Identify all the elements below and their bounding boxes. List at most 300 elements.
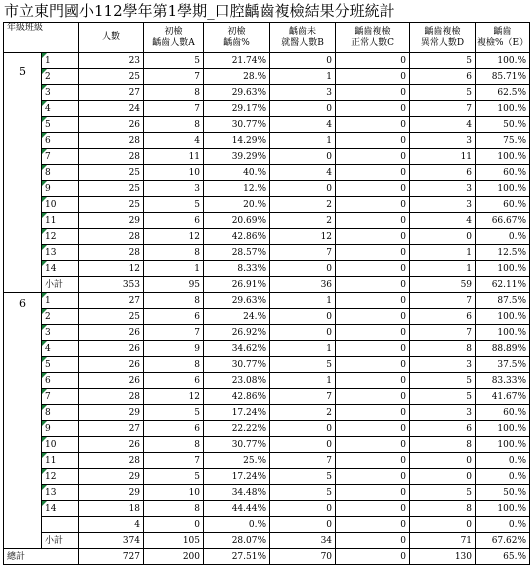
value-cell: 59: [410, 277, 476, 293]
value-cell: 0: [336, 309, 410, 325]
value-cell: 8: [410, 437, 476, 453]
value-cell: 12.5%: [476, 245, 530, 261]
value-cell: 28: [79, 229, 144, 245]
value-cell: 100.%: [476, 261, 530, 277]
value-cell: 7: [270, 389, 336, 405]
value-cell: 11: [144, 149, 204, 165]
total-row: [4, 549, 530, 565]
table-row: [4, 341, 530, 357]
value-cell: 50.%: [476, 117, 530, 133]
value-cell: 105: [144, 533, 204, 549]
value-cell: 100.%: [476, 325, 530, 341]
value-cell: 0: [336, 165, 410, 181]
cell-marker-icon: [42, 165, 47, 170]
value-cell: 8: [144, 117, 204, 133]
value-cell: 0: [336, 469, 410, 485]
value-cell: 87.5%: [476, 293, 530, 309]
value-cell: 2: [270, 197, 336, 213]
class-cell: [42, 69, 79, 85]
class-cell: [42, 117, 79, 133]
table-row: [4, 485, 530, 501]
value-cell: 23.08%: [204, 373, 270, 389]
class-cell: [42, 469, 79, 485]
value-cell: 6: [144, 421, 204, 437]
class-label: 8: [45, 167, 51, 178]
value-cell: 0.%: [476, 517, 530, 533]
class-cell: [42, 389, 79, 405]
table-row: [4, 469, 530, 485]
value-cell: 0: [410, 517, 476, 533]
value-cell: 6: [144, 213, 204, 229]
class-label: 10: [45, 439, 57, 450]
value-cell: 7: [144, 101, 204, 117]
value-cell: 12: [144, 229, 204, 245]
value-cell: 4: [270, 117, 336, 133]
cell-marker-icon: [42, 149, 47, 154]
value-cell: 25: [79, 309, 144, 325]
cell-marker-icon: [42, 197, 47, 202]
value-cell: 0: [270, 101, 336, 117]
value-cell: 95: [144, 277, 204, 293]
value-cell: 26.91%: [204, 277, 270, 293]
column-header: 初檢 齲齒%: [204, 23, 270, 53]
class-label: 5: [45, 119, 51, 130]
value-cell: 0: [336, 261, 410, 277]
cell-marker-icon: [42, 437, 47, 442]
class-label: 7: [45, 151, 51, 162]
class-cell: [42, 181, 79, 197]
column-header: 齲齒複檢 正常人數C: [336, 23, 410, 53]
value-cell: 30.77%: [204, 357, 270, 373]
value-cell: 100.%: [476, 437, 530, 453]
class-cell: [42, 357, 79, 373]
value-cell: 5: [270, 469, 336, 485]
table-row: [4, 197, 530, 213]
page-title: 市立東門國小112學年第1學期_口腔齲齒複檢結果分班統計: [4, 2, 395, 20]
table-row: [4, 405, 530, 421]
value-cell: 4: [79, 517, 144, 533]
table-row: [4, 453, 530, 469]
class-cell: [42, 485, 79, 501]
value-cell: 5: [410, 373, 476, 389]
value-cell: 28: [79, 133, 144, 149]
value-cell: 0: [336, 149, 410, 165]
class-cell: [42, 213, 79, 229]
value-cell: 8: [410, 341, 476, 357]
cell-marker-icon: [42, 309, 47, 314]
value-cell: 0: [410, 229, 476, 245]
value-cell: 727: [79, 549, 144, 565]
value-cell: 2: [270, 405, 336, 421]
table-row: [4, 277, 530, 293]
class-cell: [42, 245, 79, 261]
value-cell: 0: [270, 517, 336, 533]
value-cell: 17.24%: [204, 405, 270, 421]
value-cell: 3: [144, 181, 204, 197]
value-cell: 28: [79, 149, 144, 165]
value-cell: 0: [144, 517, 204, 533]
class-label: 5: [45, 359, 51, 370]
total-label: 總計: [4, 549, 79, 565]
value-cell: 200: [144, 549, 204, 565]
value-cell: 100.%: [476, 309, 530, 325]
value-cell: 25.%: [204, 453, 270, 469]
value-cell: 8.33%: [204, 261, 270, 277]
value-cell: 8: [144, 293, 204, 309]
class-label: 6: [45, 375, 51, 386]
value-cell: 0: [336, 117, 410, 133]
value-cell: 3: [410, 357, 476, 373]
value-cell: 41.67%: [476, 389, 530, 405]
value-cell: 8: [144, 501, 204, 517]
value-cell: 14.29%: [204, 133, 270, 149]
class-cell: [42, 501, 79, 517]
value-cell: 0: [270, 501, 336, 517]
class-label: 13: [45, 487, 57, 498]
value-cell: 40.%: [204, 165, 270, 181]
value-cell: 1: [270, 69, 336, 85]
value-cell: 30.77%: [204, 117, 270, 133]
class-label: 14: [45, 263, 57, 274]
value-cell: 100.%: [476, 101, 530, 117]
value-cell: 5: [410, 53, 476, 69]
value-cell: 83.33%: [476, 373, 530, 389]
value-cell: 8: [144, 357, 204, 373]
value-cell: 353: [79, 277, 144, 293]
value-cell: 70: [270, 549, 336, 565]
value-cell: 42.86%: [204, 229, 270, 245]
table-row: [4, 421, 530, 437]
value-cell: 9: [144, 341, 204, 357]
table-row: [4, 309, 530, 325]
value-cell: 0: [410, 453, 476, 469]
value-cell: 100.%: [476, 53, 530, 69]
value-cell: 3: [270, 85, 336, 101]
class-cell: [42, 437, 79, 453]
cell-marker-icon: [42, 101, 47, 106]
class-cell: [42, 165, 79, 181]
value-cell: 0: [336, 357, 410, 373]
value-cell: 0: [336, 517, 410, 533]
value-cell: 66.67%: [476, 213, 530, 229]
value-cell: 8: [144, 85, 204, 101]
class-label: 11: [45, 215, 57, 226]
value-cell: 26: [79, 325, 144, 341]
value-cell: 0: [336, 181, 410, 197]
value-cell: 20.%: [204, 197, 270, 213]
column-header: 齲齒未 就醫人數B: [270, 23, 336, 53]
value-cell: 29.63%: [204, 293, 270, 309]
value-cell: 29: [79, 485, 144, 501]
value-cell: 17.24%: [204, 469, 270, 485]
class-label: 10: [45, 199, 57, 210]
value-cell: 5: [144, 405, 204, 421]
class-cell: [42, 533, 79, 549]
value-cell: 29.17%: [204, 101, 270, 117]
value-cell: 1: [270, 373, 336, 389]
value-cell: 6: [144, 373, 204, 389]
value-cell: 130: [410, 549, 476, 565]
value-cell: 0: [336, 373, 410, 389]
value-cell: 26: [79, 373, 144, 389]
cell-marker-icon: [42, 133, 47, 138]
value-cell: 5: [144, 53, 204, 69]
value-cell: 5: [410, 389, 476, 405]
value-cell: 62.11%: [476, 277, 530, 293]
value-cell: 24: [79, 101, 144, 117]
cell-marker-icon: [42, 421, 47, 426]
table-body: [4, 53, 530, 565]
cell-marker-icon: [42, 469, 47, 474]
value-cell: 10: [144, 165, 204, 181]
value-cell: 0: [270, 53, 336, 69]
cell-marker-icon: [42, 485, 47, 490]
class-cell: [42, 421, 79, 437]
class-label: 11: [45, 455, 57, 466]
value-cell: 25: [79, 197, 144, 213]
value-cell: 30.77%: [204, 437, 270, 453]
class-label: 8: [45, 407, 51, 418]
cell-marker-icon: [42, 357, 47, 362]
value-cell: 26: [79, 357, 144, 373]
value-cell: 37.5%: [476, 357, 530, 373]
value-cell: 26: [79, 117, 144, 133]
value-cell: 36: [270, 277, 336, 293]
value-cell: 42.86%: [204, 389, 270, 405]
value-cell: 1: [144, 261, 204, 277]
class-cell: [42, 277, 79, 293]
value-cell: 0: [270, 149, 336, 165]
class-cell: [42, 453, 79, 469]
value-cell: 28.07%: [204, 533, 270, 549]
value-cell: 0: [270, 325, 336, 341]
value-cell: 0: [336, 437, 410, 453]
value-cell: 7: [410, 293, 476, 309]
value-cell: 0: [336, 245, 410, 261]
class-label: 2: [45, 71, 51, 82]
value-cell: 4: [410, 117, 476, 133]
value-cell: 26: [79, 437, 144, 453]
value-cell: 25: [79, 165, 144, 181]
value-cell: 0: [270, 261, 336, 277]
value-cell: 0: [336, 101, 410, 117]
class-cell: [42, 149, 79, 165]
cell-marker-icon: [42, 405, 47, 410]
value-cell: 8: [410, 501, 476, 517]
value-cell: 6: [410, 309, 476, 325]
class-label: 9: [45, 423, 51, 434]
cell-marker-icon: [42, 261, 47, 266]
table-row: [4, 501, 530, 517]
value-cell: 10: [144, 485, 204, 501]
statistics-table: [3, 22, 530, 565]
table-row: [4, 533, 530, 549]
value-cell: 20.69%: [204, 213, 270, 229]
cell-marker-icon: [42, 229, 47, 234]
class-label: 1: [45, 55, 51, 66]
value-cell: 0: [336, 85, 410, 101]
value-cell: 0: [336, 501, 410, 517]
class-cell: [42, 341, 79, 357]
grade-cell: 6: [4, 293, 42, 549]
value-cell: 25: [79, 181, 144, 197]
grade-cell: 5: [4, 53, 42, 293]
cell-marker-icon: [42, 325, 47, 330]
table-header: [4, 23, 530, 53]
value-cell: 0.%: [204, 517, 270, 533]
class-label: 12: [45, 471, 57, 482]
value-cell: 6: [410, 69, 476, 85]
value-cell: 5: [270, 485, 336, 501]
class-cell: [42, 133, 79, 149]
column-header: 人數: [79, 23, 144, 53]
value-cell: 7: [410, 325, 476, 341]
value-cell: 60.%: [476, 197, 530, 213]
class-label: 12: [45, 231, 57, 242]
cell-marker-icon: [42, 501, 47, 506]
value-cell: 0: [336, 69, 410, 85]
value-cell: 27.51%: [204, 549, 270, 565]
value-cell: 34.62%: [204, 341, 270, 357]
class-label: 4: [45, 103, 51, 114]
class-label: 小計: [45, 279, 64, 290]
value-cell: 0: [336, 421, 410, 437]
cell-marker-icon: [42, 373, 47, 378]
value-cell: 18: [79, 501, 144, 517]
value-cell: 28: [79, 453, 144, 469]
value-cell: 5: [144, 469, 204, 485]
table-row: [4, 117, 530, 133]
value-cell: 50.%: [476, 485, 530, 501]
value-cell: 0: [336, 453, 410, 469]
value-cell: 0: [410, 469, 476, 485]
table-row: [4, 165, 530, 181]
value-cell: 26: [79, 341, 144, 357]
column-header: 初檢 齲齒人數A: [144, 23, 204, 53]
class-label: 7: [45, 391, 51, 402]
value-cell: 60.%: [476, 165, 530, 181]
table-row: [4, 101, 530, 117]
class-cell: [42, 197, 79, 213]
table-row: [4, 325, 530, 341]
table-row: [4, 133, 530, 149]
value-cell: 29: [79, 469, 144, 485]
class-cell: [42, 85, 79, 101]
value-cell: 34.48%: [204, 485, 270, 501]
value-cell: 29: [79, 405, 144, 421]
class-cell: [42, 101, 79, 117]
table-row: [4, 389, 530, 405]
class-cell: [42, 261, 79, 277]
value-cell: 374: [79, 533, 144, 549]
value-cell: 0: [336, 405, 410, 421]
value-cell: 39.29%: [204, 149, 270, 165]
class-label: 3: [45, 327, 51, 338]
table-row: [4, 437, 530, 453]
value-cell: 29.63%: [204, 85, 270, 101]
value-cell: 67.62%: [476, 533, 530, 549]
value-cell: 5: [270, 357, 336, 373]
value-cell: 12.%: [204, 181, 270, 197]
value-cell: 5: [144, 197, 204, 213]
cell-marker-icon: [42, 69, 47, 74]
value-cell: 7: [270, 453, 336, 469]
column-header: 齲齒 複檢%（E）: [476, 23, 530, 53]
value-cell: 7: [144, 69, 204, 85]
cell-marker-icon: [42, 181, 47, 186]
value-cell: 5: [410, 485, 476, 501]
class-label: 6: [45, 135, 51, 146]
value-cell: 6: [144, 309, 204, 325]
value-cell: 4: [410, 213, 476, 229]
value-cell: 26.92%: [204, 325, 270, 341]
value-cell: 65.%: [476, 549, 530, 565]
value-cell: 11: [410, 149, 476, 165]
value-cell: 0: [336, 389, 410, 405]
cell-marker-icon: [42, 453, 47, 458]
value-cell: 100.%: [476, 149, 530, 165]
value-cell: 100.%: [476, 421, 530, 437]
value-cell: 0: [336, 293, 410, 309]
value-cell: 7: [410, 101, 476, 117]
value-cell: 44.44%: [204, 501, 270, 517]
value-cell: 24.%: [204, 309, 270, 325]
value-cell: 28: [79, 245, 144, 261]
value-cell: 3: [410, 181, 476, 197]
class-label: 3: [45, 87, 51, 98]
value-cell: 6: [410, 421, 476, 437]
value-cell: 23: [79, 53, 144, 69]
value-cell: 4: [270, 165, 336, 181]
value-cell: 0: [270, 437, 336, 453]
value-cell: 21.74%: [204, 53, 270, 69]
table-row: [4, 517, 530, 533]
cell-marker-icon: [42, 389, 47, 394]
value-cell: 28: [79, 389, 144, 405]
class-label: 小計: [45, 535, 64, 546]
value-cell: 1: [410, 245, 476, 261]
value-cell: 12: [79, 261, 144, 277]
cell-marker-icon: [42, 293, 47, 298]
table-row: [4, 357, 530, 373]
value-cell: 0: [336, 213, 410, 229]
value-cell: 27: [79, 293, 144, 309]
class-cell: [42, 373, 79, 389]
table-row: [4, 53, 530, 69]
value-cell: 8: [144, 437, 204, 453]
cell-marker-icon: [42, 341, 47, 346]
value-cell: 7: [270, 245, 336, 261]
value-cell: 3: [410, 133, 476, 149]
cell-marker-icon: [42, 245, 47, 250]
value-cell: 75.%: [476, 133, 530, 149]
value-cell: 0: [336, 277, 410, 293]
table-row: [4, 69, 530, 85]
value-cell: 100.%: [476, 501, 530, 517]
value-cell: 12: [144, 389, 204, 405]
class-cell: [42, 309, 79, 325]
table-row: [4, 293, 530, 309]
value-cell: 0: [336, 341, 410, 357]
table-row: [4, 85, 530, 101]
value-cell: 88.89%: [476, 341, 530, 357]
class-label: 14: [45, 503, 57, 514]
class-label: 2: [45, 311, 51, 322]
value-cell: 0: [336, 229, 410, 245]
column-header: 齲齒複檢 異常人數D: [410, 23, 476, 53]
value-cell: 71: [410, 533, 476, 549]
table-row: [4, 261, 530, 277]
